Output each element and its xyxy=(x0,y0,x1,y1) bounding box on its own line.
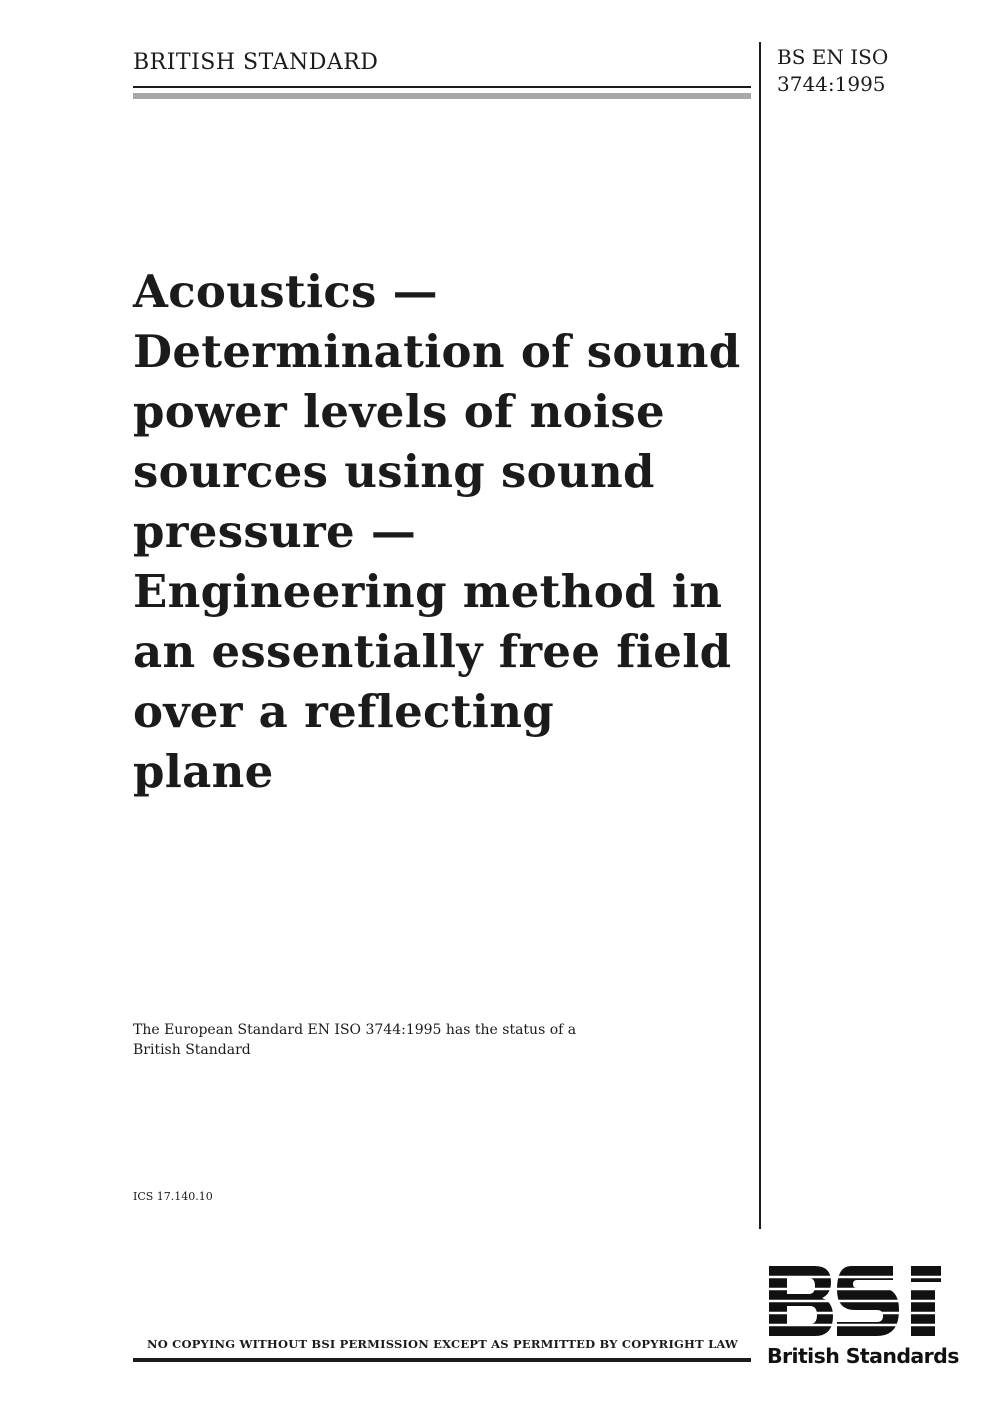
title-line: Engineering method in xyxy=(133,565,723,618)
title-line: plane xyxy=(133,745,274,798)
status-note-line-1: The European Standard EN ISO 3744:1995 has the status of a xyxy=(133,1022,577,1038)
header-label: BRITISH STANDARD xyxy=(133,50,379,75)
title-line: over a reflecting xyxy=(133,685,554,738)
document-number-line-2: 3744:1995 xyxy=(777,72,886,96)
document-number-line-1: BS EN ISO xyxy=(777,45,889,69)
title-line: an essentially free field xyxy=(133,625,732,678)
vertical-divider xyxy=(759,42,761,1229)
bsi-logo-caption: British Standards xyxy=(767,1344,959,1368)
title-line: power levels of noise xyxy=(133,385,665,438)
bsi-logo xyxy=(765,1262,959,1370)
copyright-notice: NO COPYING WITHOUT BSI PERMISSION EXCEPT AS PERMITTED BY COPYRIGHT LAW xyxy=(147,1337,739,1351)
title-line: Determination of sound xyxy=(133,325,741,378)
footer-rule xyxy=(133,1358,751,1362)
bsi-wordmark-graphic xyxy=(765,1262,945,1342)
status-note xyxy=(133,1020,693,1060)
title-line: sources using sound xyxy=(133,445,655,498)
status-note-line-2: British Standard xyxy=(133,1042,251,1058)
header-rule-thin xyxy=(133,86,751,88)
ics-code: ICS 17.140.10 xyxy=(133,1190,213,1203)
title-line: Acoustics — xyxy=(133,265,438,318)
document-number xyxy=(777,44,888,98)
document-title xyxy=(133,262,753,802)
header-rule-thick xyxy=(133,93,751,99)
title-line: pressure — xyxy=(133,505,417,558)
